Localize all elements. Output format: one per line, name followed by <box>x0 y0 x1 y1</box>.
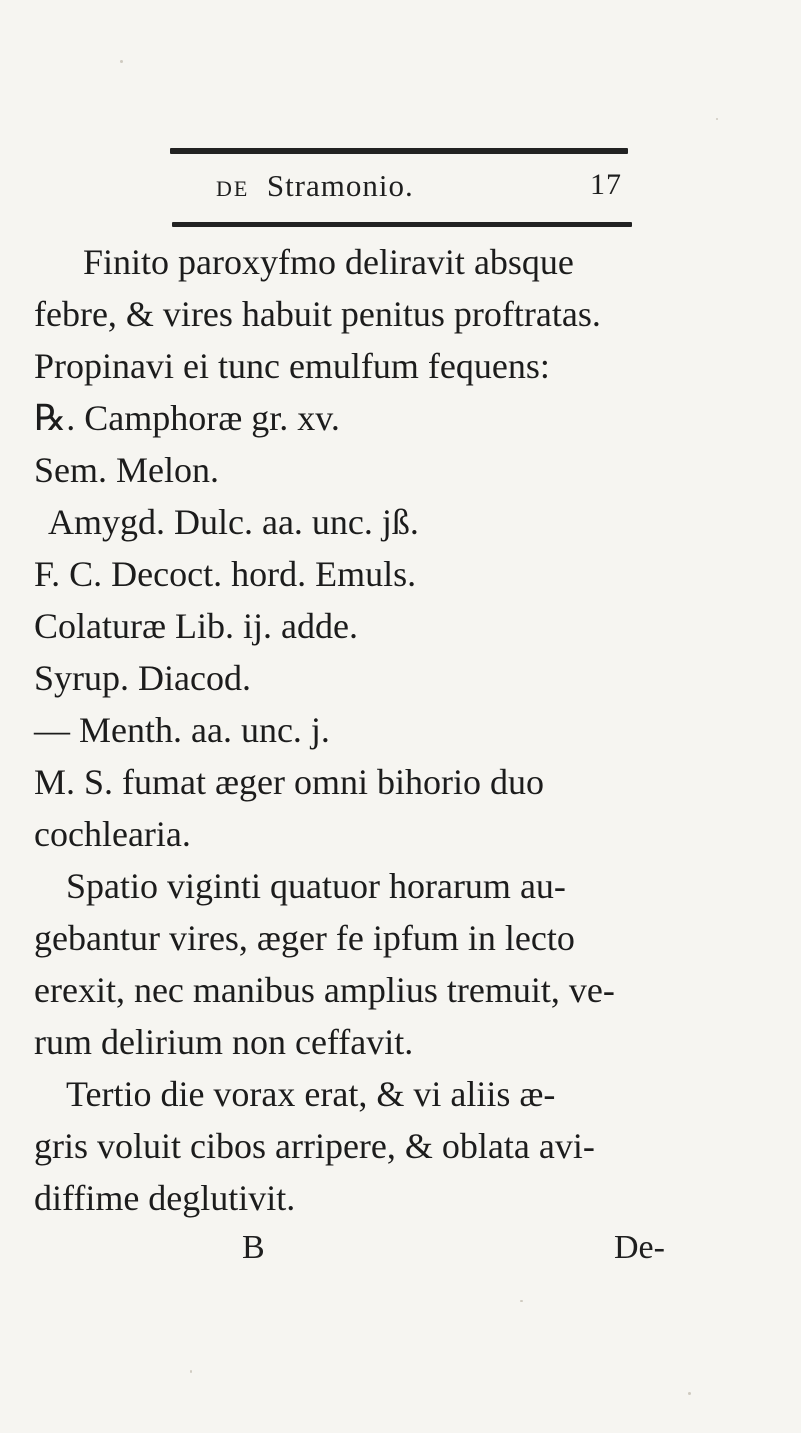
text-line: M. S. fumat æger omni bihorio duo <box>34 762 544 802</box>
running-head-title <box>216 168 414 204</box>
text-line: — Menth. aa. unc. j. <box>34 710 330 750</box>
signature-mark: B <box>242 1229 265 1266</box>
text-line: Tertio die vorax erat, & vi aliis æ- <box>66 1074 556 1114</box>
text-line: Amygd. Dulc. aa. unc. jß. <box>48 502 419 542</box>
text-line: Spatio viginti quatuor horarum au- <box>66 866 566 906</box>
text-line: diffime deglutivit. <box>34 1178 296 1218</box>
text-line: febre, & vires habuit penitus proftratas. <box>34 294 601 334</box>
paper-speck <box>120 60 123 63</box>
text-line: ℞. Camphoræ gr. xv. <box>34 398 340 438</box>
catchword: De- <box>614 1229 665 1266</box>
paper-speck <box>716 118 718 120</box>
page-number: 17 <box>590 168 622 201</box>
paper-speck <box>520 1300 523 1302</box>
running-head-prefix: DE <box>216 176 250 201</box>
text-line: Propinavi ei tunc emulfum fequens: <box>34 346 550 386</box>
paper-speck <box>688 1392 691 1395</box>
text-line: Syrup. Diacod. <box>34 658 251 698</box>
text-line: gris voluit cibos arripere, & oblata avi- <box>34 1126 595 1166</box>
text-line: gebantur vires, æger fe ipfum in lecto <box>34 918 575 958</box>
text-line: F. C. Decoct. hord. Emuls. <box>34 554 417 594</box>
text-line: cochlearia. <box>34 814 191 854</box>
text-line: Sem. Melon. <box>34 450 219 490</box>
running-head-main: Stramonio. <box>266 168 414 203</box>
text-line: Finito paroxyfmo deliravit absque <box>83 242 574 282</box>
header-rule-top <box>170 148 628 154</box>
running-head <box>170 160 630 216</box>
text-line: Colaturæ Lib. ij. adde. <box>34 606 358 646</box>
text-line: erexit, nec manibus amplius tremuit, ve- <box>34 970 615 1010</box>
paper-speck <box>190 1370 192 1373</box>
text-line: rum delirium non ceffavit. <box>34 1022 414 1062</box>
header-rule-bottom <box>172 222 632 227</box>
